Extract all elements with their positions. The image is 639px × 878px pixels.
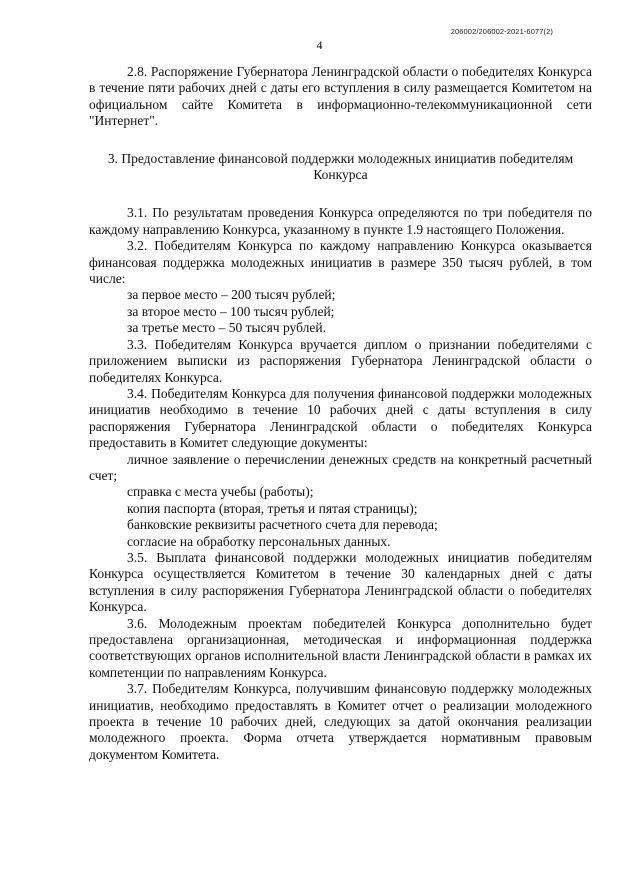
- document-item-certificate: справка с места учебы (работы);: [127, 484, 314, 500]
- paragraph-3-5: 3.5. Выплата финансовой поддержки молодежных инициатив победителям Конкурса осуществляется Комитетом в течение 30 календарных дней с даты вступления в силу распоряжения Губернатора Ленинградской области о победителях Конкурса.: [89, 549, 592, 615]
- page-number: 4: [316, 38, 323, 52]
- paragraph-3-7: 3.7. Победителям Конкурса, получившим финансовую поддержку молодежных инициатив, необходимо предоставлять в Комитет отчет о реализации молодежного проекта в течение 10 рабочих дней, следующих за датой окончания реализации молодежного проекта. Форма отчета утверждается нормативным правовым документом Комитета.: [89, 681, 592, 762]
- paragraph-3-3: 3.3. Победителям Конкурса вручается диплом о признании победителями с приложением выписки из распоряжения Губернатора Ленинградской области о победителях Конкурса.: [89, 336, 592, 385]
- paragraph-2-8: 2.8. Распоряжение Губернатора Ленинградской области о победителях Конкурса в течение пяти рабочих дней с даты его вступления в силу размещается Комитетом на официальном сайте Комитета в информационно-телекоммуникационной сети "Интернет".: [89, 64, 592, 129]
- prize-item-third: за третье место – 50 тысяч рублей.: [127, 320, 326, 336]
- prize-item-first: за первое место – 200 тысяч рублей;: [127, 287, 336, 303]
- document-item-passport: копия паспорта (вторая, третья и пятая страницы);: [127, 500, 418, 516]
- paragraph-3-2: 3.2. Победителям Конкурса по каждому направлению Конкурса оказывается финансовая поддержка молодежных инициатив в размере 350 тысяч рублей, в том числе:: [89, 238, 592, 287]
- paragraph-3-4: 3.4. Победителям Конкурса для получения финансовой поддержки молодежных инициатив необходимо в течение 10 рабочих дней с даты вступления в силу распоряжения Губернатора Ленинградской области о победителях Конкурса предоставить в Комитет следующие документы:: [89, 385, 592, 451]
- document-item-bank-details: банковские реквизиты расчетного счета для перевода;: [127, 517, 438, 533]
- document-item-application: личное заявление о перечислении денежных средств на конкретный расчетный счет;: [89, 451, 592, 483]
- document-item-consent: согласие на обработку персональных данных.: [127, 533, 391, 549]
- prize-item-second: за второе место – 100 тысяч рублей;: [127, 303, 335, 319]
- paragraph-3-1: 3.1. По результатам проведения Конкурса определяются по три победителя по каждому направлению Конкурса, указанному в пункте 1.9 настоящего Положения.: [89, 205, 592, 237]
- section-title: 3. Предоставление финансовой поддержки молодежных инициатив победителям Конкурса: [107, 150, 574, 183]
- document-body: [89, 64, 592, 763]
- paragraph-3-6: 3.6. Молодежным проектам победителей Конкурса дополнительно будет предоставлена организационная, методическая и информационная поддержка соответствующих органов исполнительной власти Ленинградской области в рамках их компетенции по направлениям Конкурса.: [89, 615, 592, 680]
- document-id: 206002/206002-2021-6077(2): [450, 27, 553, 36]
